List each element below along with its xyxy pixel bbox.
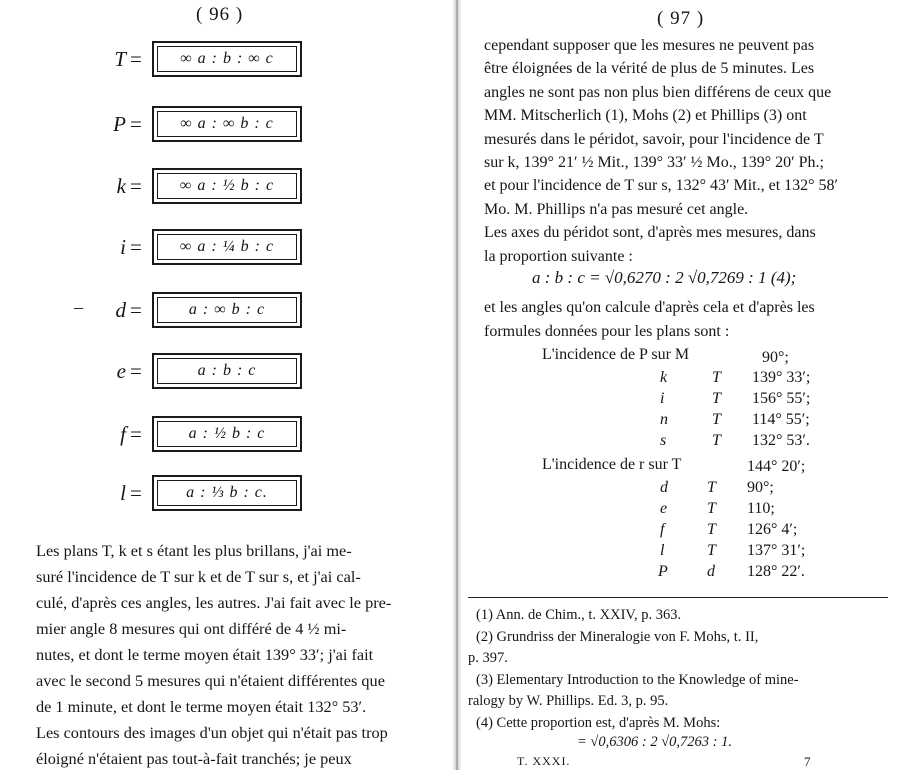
face-letter: d xyxy=(660,479,668,496)
face-letter: s xyxy=(660,432,667,449)
incidence-value: 90°; xyxy=(747,479,774,496)
text-line: Mo. M. Phillips n'a pas mesuré cet angle. xyxy=(484,200,749,218)
footnote-rule xyxy=(468,597,888,598)
text-line: angles ne sont pas non plus bien différens de ceux que xyxy=(484,83,832,101)
incidence-value: 128° 22′. xyxy=(747,563,805,580)
face-symbol: d xyxy=(115,297,126,322)
footnote-line: (2) Grundriss der Mineralogie von F. Mohs, t. II, xyxy=(476,628,759,645)
form-expression-box: a : ∞ b : c xyxy=(152,292,302,328)
incidence-value: 144° 20′; xyxy=(747,458,806,475)
text-line: éloigné n'étaient pas tout-à-fait tranchés; je peux xyxy=(36,749,352,768)
incidence-face-a xyxy=(660,521,664,539)
face-letter: k xyxy=(660,369,668,386)
incidence-heading: L'incidence de P sur M xyxy=(542,346,690,363)
book-gutter xyxy=(452,0,462,770)
text-line: de 1 minute, et dont le terme moyen était 132° 53′. xyxy=(36,697,367,716)
form-expression-box: a : ½ b : c xyxy=(152,416,302,452)
incidence-face-b xyxy=(712,432,721,450)
incidence-value: 139° 33′; xyxy=(752,369,811,386)
text-line: sur k, 139° 21′ ½ Mit., 139° 33′ ½ Mo., 139° 20′ Ph.; xyxy=(484,153,824,171)
face-symbol: l xyxy=(120,480,126,505)
equals-sign: = xyxy=(130,297,142,322)
form-row xyxy=(72,291,302,329)
text-line: Les contours des images d'un objet qui n'était pas trop xyxy=(36,723,388,742)
text-line: Les axes du péridot sont, d'après mes mesures, dans xyxy=(484,224,816,242)
page-number-left: ( 96 ) xyxy=(196,4,244,25)
incidence-face-a xyxy=(660,500,667,518)
right-page xyxy=(462,0,900,770)
text-line: mier angle 8 mesures qui ont différé de 4 ½ mi- xyxy=(36,619,347,638)
face-letter: T xyxy=(712,369,721,386)
signature-mark: T. XXXI. xyxy=(517,754,571,768)
incidence-value: 137° 31′; xyxy=(747,542,806,559)
incidence-face-b xyxy=(712,390,721,408)
incidence-face-b xyxy=(707,542,716,560)
text-line: la proportion suivante : xyxy=(484,247,633,265)
footnote-line: p. 397. xyxy=(468,650,508,666)
text-line: formules données pour les plans sont : xyxy=(484,323,730,340)
face-letter: l xyxy=(660,542,665,559)
equals-sign: = xyxy=(130,358,142,383)
face-letter: e xyxy=(660,500,668,517)
face-letter: n xyxy=(660,411,668,428)
face-letter: T xyxy=(707,521,716,538)
incidence-face-b xyxy=(707,479,716,497)
form-row xyxy=(72,40,302,78)
incidence-heading: L'incidence de r sur T xyxy=(542,456,682,473)
face-letter: i xyxy=(660,390,665,407)
face-letter: f xyxy=(660,521,665,538)
incidence-face-a xyxy=(660,411,668,429)
incidence-face-a xyxy=(660,432,666,450)
incidence-value: 126° 4′; xyxy=(747,521,798,538)
text-line: nutes, et dont le terme moyen était 139° 33′; j'ai fait xyxy=(36,645,374,664)
face-letter: T xyxy=(707,500,716,517)
incidence-face-b xyxy=(712,411,721,429)
face-symbol: e xyxy=(116,358,126,383)
footnote-line: ralogy by W. Phillips. Ed. 3, p. 95. xyxy=(468,693,669,709)
equals-sign: = xyxy=(130,234,142,259)
face-letter: T xyxy=(707,542,716,559)
form-row xyxy=(72,167,302,205)
face-letter: d xyxy=(707,563,715,580)
face-symbol: P xyxy=(113,111,126,136)
form-expression-box: ∞ a : b : ∞ c xyxy=(152,41,302,77)
incidence-face-a xyxy=(660,369,667,387)
incidence-value: 132° 53′. xyxy=(752,432,810,449)
body-paragraph-right xyxy=(484,34,892,268)
form-expression-box: a : ⅓ b : c. xyxy=(152,475,302,511)
face-symbol: i xyxy=(120,234,126,259)
incidence-face-b xyxy=(707,500,716,518)
form-expression-box: a : b : c xyxy=(152,353,302,389)
face-symbol: T xyxy=(114,46,126,71)
footnote-line: (3) Elementary Introduction to the Knowledge of mine- xyxy=(476,671,799,688)
form-expression-box: ∞ a : ∞ b : c xyxy=(152,106,302,142)
incidence-face-a xyxy=(660,542,664,560)
text-line: culé, d'après ces angles, les autres. J'ai fait avec le pre- xyxy=(36,593,392,612)
footnotes xyxy=(468,605,888,734)
incidence-face-b xyxy=(712,369,721,387)
text-line: suré l'incidence de T sur k et de T sur s, et j'ai cal- xyxy=(36,567,361,586)
text-line: être éloignées de la vérité de plus de 5 minutes. Les xyxy=(484,60,815,78)
footnote-line: (4) Cette proportion est, d'après M. Mohs: xyxy=(476,714,721,731)
incidence-face-b xyxy=(707,563,715,581)
incidence-face-b xyxy=(707,521,716,539)
text-line: cependant supposer que les mesures ne peuvent pas xyxy=(484,37,815,54)
body-paragraph-right-2 xyxy=(484,296,892,344)
page-number-right: ( 97 ) xyxy=(657,8,705,29)
incidence-value: 110; xyxy=(747,500,775,517)
incidence-value: 156° 55′; xyxy=(752,390,811,407)
incidence-value: 114° 55′; xyxy=(752,411,810,428)
body-paragraph-left xyxy=(36,538,428,772)
form-expression-box: ∞ a : ¼ b : c xyxy=(152,229,302,265)
face-letter: T xyxy=(712,432,721,449)
text-line: et les angles qu'on calcule d'après cela et d'après les xyxy=(484,299,815,316)
face-letter: T xyxy=(707,479,716,496)
text-line: mesurés dans le péridot, savoir, pour l'incidence de T xyxy=(484,130,824,148)
signature-number: 7 xyxy=(804,754,811,769)
form-row xyxy=(72,228,302,266)
footnote-formula: = √0,6306 : 2 √0,7263 : 1. xyxy=(577,734,732,750)
incidence-face-a xyxy=(660,390,664,408)
incidence-value: 90°; xyxy=(762,349,789,366)
form-expression-box: ∞ a : ½ b : c xyxy=(152,168,302,204)
text-line: et pour l'incidence de T sur s, 132° 43′ Mit., et 132° 58′ xyxy=(484,177,839,195)
form-row xyxy=(72,474,302,512)
text-line: avec le second 5 mesures qui n'étaient différentes que xyxy=(36,671,385,690)
face-symbol: f xyxy=(120,421,126,446)
equals-sign: = xyxy=(130,421,142,446)
equals-sign: = xyxy=(130,46,142,71)
form-row xyxy=(72,415,302,453)
face-letter: P xyxy=(658,563,668,580)
equals-sign: = xyxy=(130,111,142,136)
face-symbol: k xyxy=(116,173,126,198)
axes-formula: a : b : c = √0,6270 : 2 √0,7269 : 1 (4); xyxy=(532,268,797,287)
form-row xyxy=(72,105,302,143)
equals-sign: = xyxy=(130,173,142,198)
footnote-line: (1) Ann. de Chim., t. XXIV, p. 363. xyxy=(476,607,682,623)
face-letter: T xyxy=(712,390,721,407)
text-line: Les plans T, k et s étant les plus brillans, j'ai me- xyxy=(36,541,352,560)
equals-sign: = xyxy=(130,480,142,505)
margin-dash: – xyxy=(74,297,83,317)
incidence-face-a xyxy=(660,479,668,497)
face-letter: T xyxy=(712,411,721,428)
text-line: MM. Mitscherlich (1), Mohs (2) et Phillips (3) ont xyxy=(484,107,807,125)
form-row xyxy=(72,352,302,390)
incidence-face-a xyxy=(658,563,668,581)
